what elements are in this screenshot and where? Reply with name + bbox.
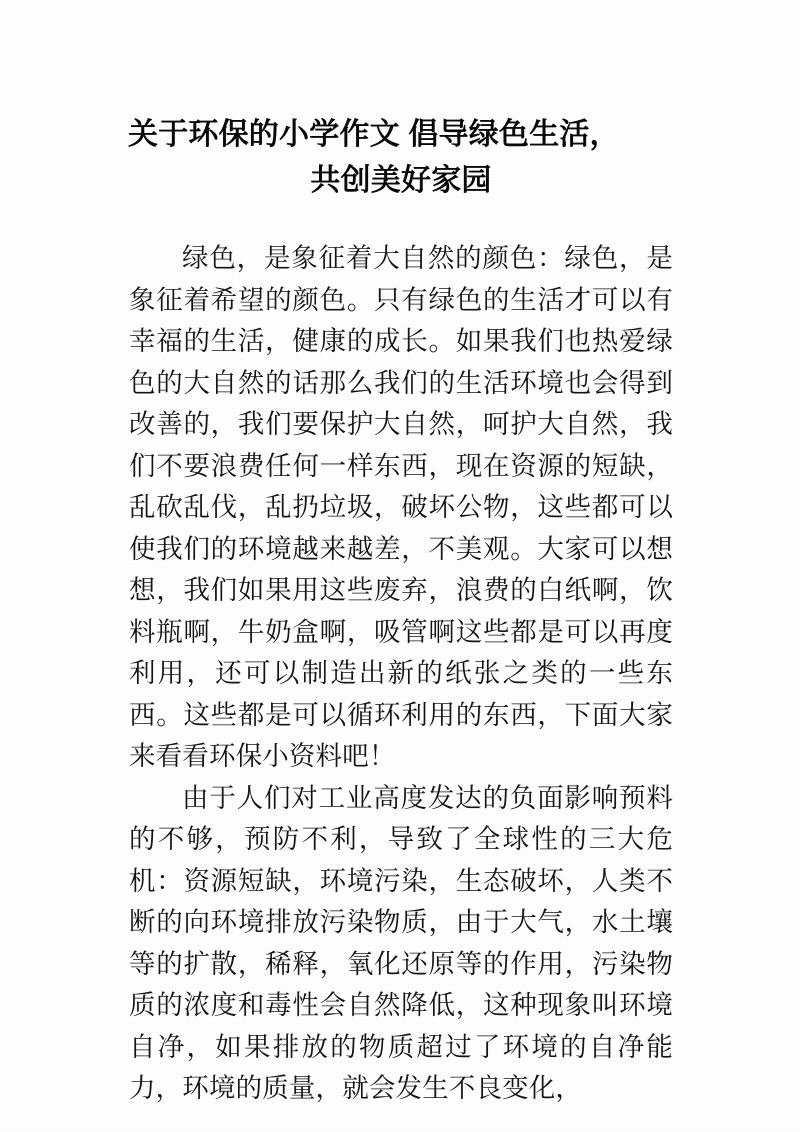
body-paragraph-1: 绿色，是象征着大自然的颜色：绿色，是象征着希望的颜色。只有绿色的生活才可以有幸福的生活，健康的成长。如果我们也热爱绿色的大自然的话那么我们的生活环境也会得到改善的，我们要保护大自然，呵护大自然，我们不要浪费任何一样东西，现在资源的短缺，乱砍乱伐，乱扔垃圾，破坏公物，这些都可以使我们的环境越来越差，不美观。大家可以想想，我们如果用这些废弃，浪费的白纸啊，饮料瓶啊，牛奶盒啊，吸管啊这些都是可以再度利用，还可以制造出新的纸张之类的一些东西。这些都是可以循环利用的东西，下面大家来看看环保小资料吧！	[129, 243, 673, 771]
page-title-line-2: 共创美好家园	[310, 164, 492, 198]
body-paragraph-2: 由于人们对工业高度发达的负面影响预料的不够，预防不利，导致了全球性的三大危机：资源短缺，环境污染，生态破坏，人类不断的向环境排放污染物质，由于大气，水土壤等的扩散，稀释，氧化还原等的作用，污染物质的浓度和毒性会自然降低，这种现象叫环境自净，如果排放的物质超过了环境的自净能力，环境的质量，就会发生不良变化，	[129, 782, 673, 1103]
page-title	[128, 112, 674, 204]
page-title-line-1: 关于环保的小学作文 倡导绿色生活，	[128, 118, 620, 152]
document-body	[129, 238, 673, 1110]
